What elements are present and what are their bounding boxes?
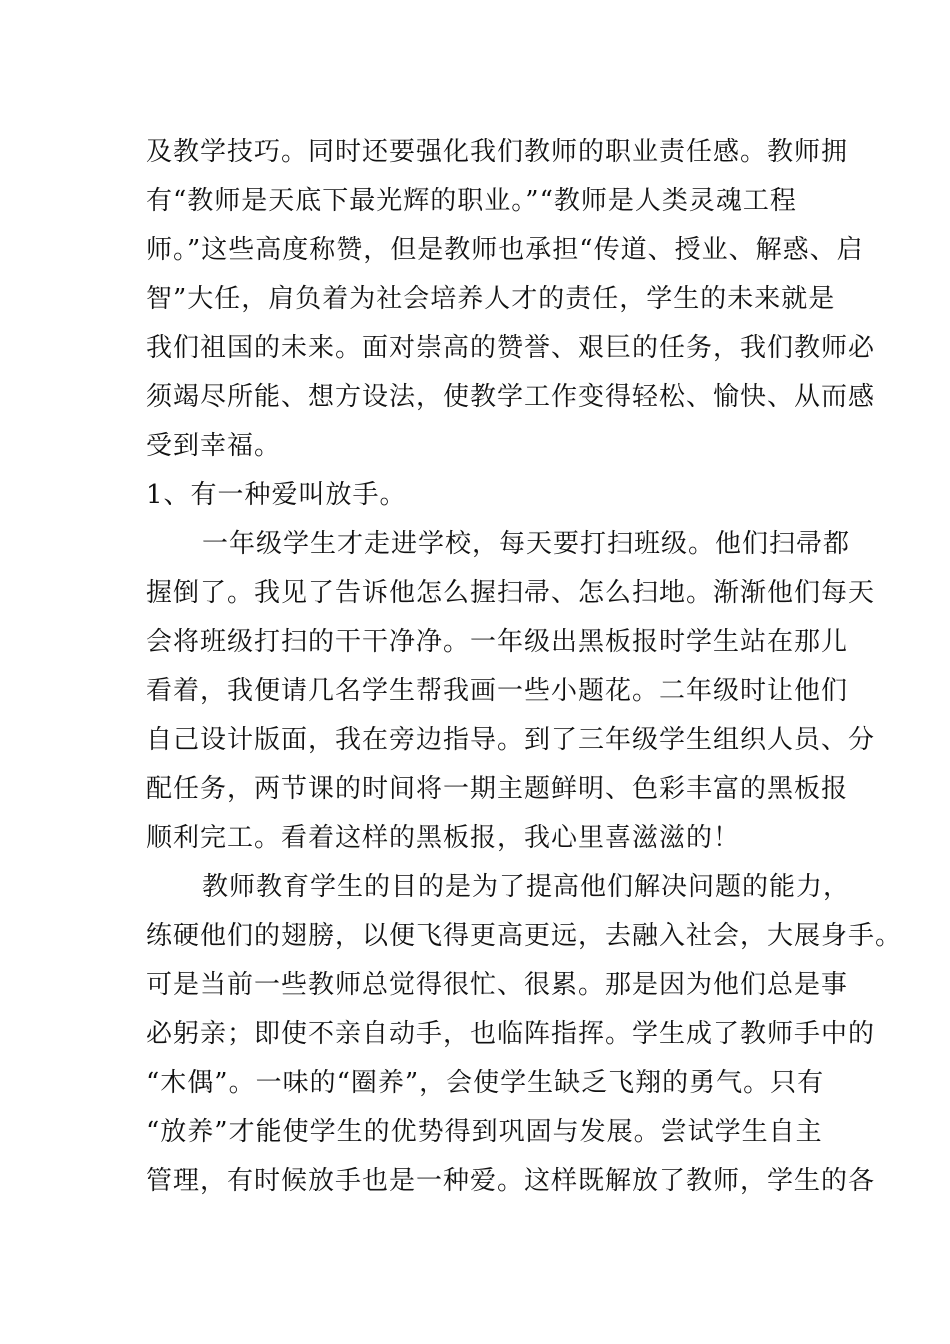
text-line: 必躬亲；即使不亲自动手，也临阵指挥。学生成了教师手中的 bbox=[146, 1019, 876, 1049]
text-line: 我们祖国的未来。面对崇高的赞誉、艰巨的任务，我们教师必 bbox=[146, 333, 876, 363]
text-line: 智”大任，肩负着为社会培养人才的责任，学生的未来就是 bbox=[146, 284, 836, 314]
text-line: 受到幸福。 bbox=[146, 431, 282, 461]
text-line: 自己设计版面，我在旁边指导。到了三年级学生组织人员、分 bbox=[146, 725, 876, 755]
text-line: 看着，我便请几名学生帮我画一些小题花。二年级时让他们 bbox=[146, 676, 849, 706]
paragraph-first-line: 教师教育学生的目的是为了提高他们解决问题的能力， bbox=[202, 872, 851, 902]
text-line: 及教学技巧。同时还要强化我们教师的职业责任感。教师拥 bbox=[146, 137, 849, 167]
paragraph-first-line: 一年级学生才走进学校，每天要打扫班级。他们扫帚都 bbox=[202, 529, 851, 559]
text-line: 练硬他们的翅膀，以便飞得更高更远，去融入社会，大展身手。 bbox=[146, 921, 903, 951]
text-line: 须竭尽所能、想方设法，使教学工作变得轻松、愉快、从而感 bbox=[146, 382, 876, 412]
text-line: 师。”这些高度称赞，但是教师也承担“传道、授业、解惑、启 bbox=[146, 235, 864, 265]
text-line: 配任务，两节课的时间将一期主题鲜明、色彩丰富的黑板报 bbox=[146, 774, 849, 804]
text-line: 会将班级打扫的干干净净。一年级出黑板报时学生站在那儿 bbox=[146, 627, 849, 657]
text-line: 握倒了。我见了告诉他怎么握扫帚、怎么扫地。渐渐他们每天 bbox=[146, 578, 876, 608]
text-line: 顺利完工。看着这样的黑板报，我心里喜滋滋的！ bbox=[146, 823, 741, 853]
section-heading: 1、有一种爱叫放手。 bbox=[146, 480, 407, 510]
text-line: “木偶”。一味的“圈养”，会使学生缺乏飞翔的勇气。只有 bbox=[146, 1068, 825, 1098]
text-line: “放养”才能使学生的优势得到巩固与发展。尝试学生自主 bbox=[146, 1117, 823, 1147]
body-text bbox=[146, 128, 903, 1206]
text-line: 管理，有时候放手也是一种爱。这样既解放了教师，学生的各 bbox=[146, 1166, 876, 1196]
text-line: 有“教师是天底下最光辉的职业。”“教师是人类灵魂工程 bbox=[146, 186, 797, 216]
text-line: 可是当前一些教师总觉得很忙、很累。那是因为他们总是事 bbox=[146, 970, 849, 1000]
